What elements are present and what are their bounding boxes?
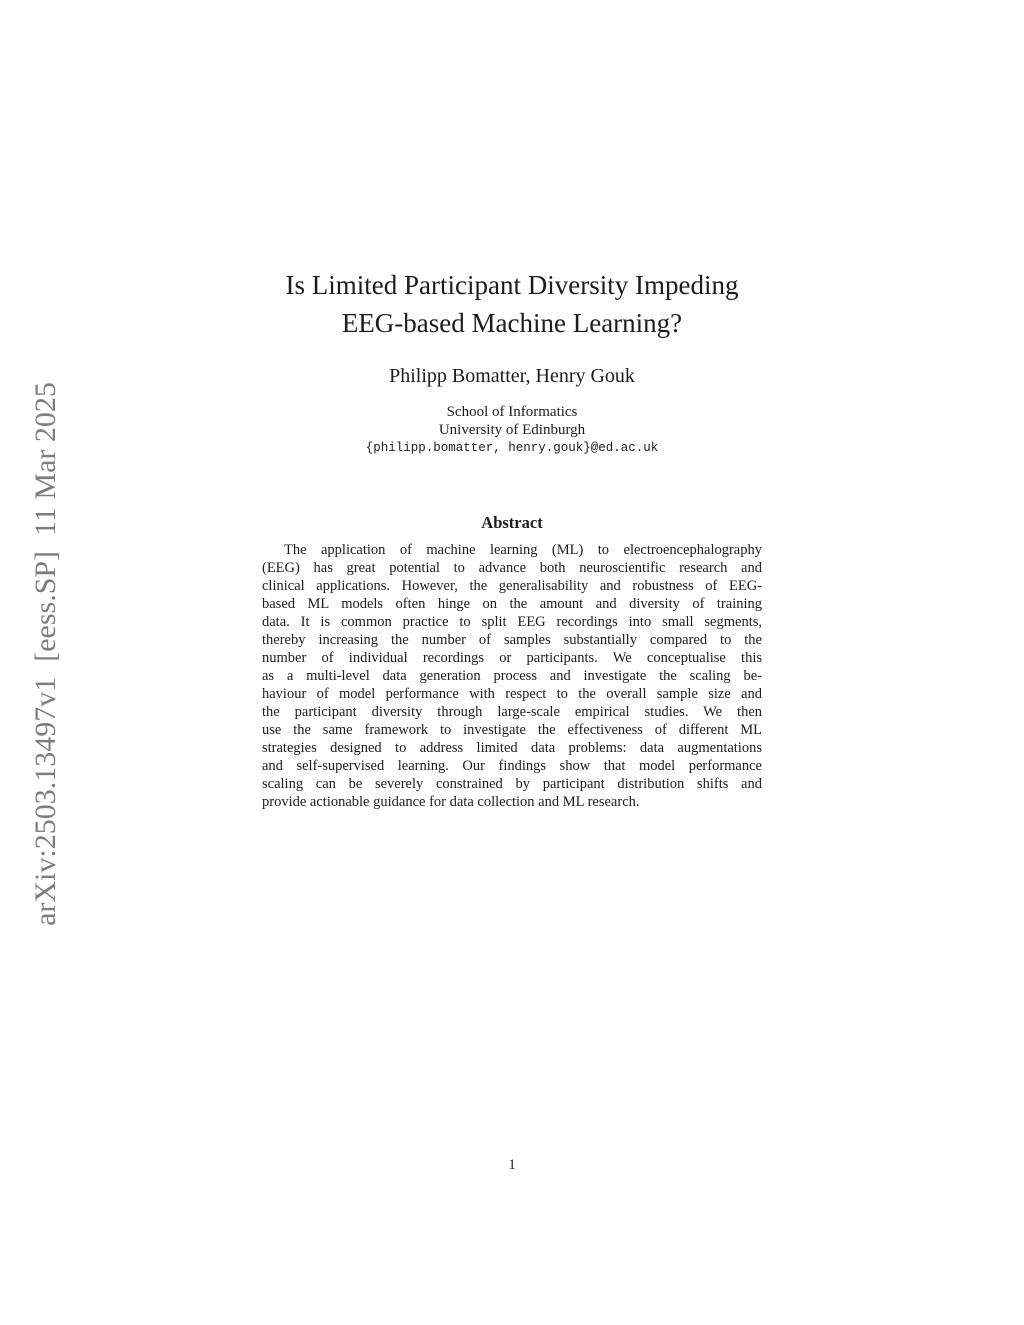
abstract-line: and self-supervised learning. Our findings show that model performance — [262, 758, 762, 774]
affiliation-school: School of Informatics — [446, 404, 578, 420]
abstract-line: as a multi-level data generation process and investigate the scaling be- — [262, 668, 762, 684]
paper-title-line-2: EEG-based Machine Learning? — [341, 308, 683, 338]
paper-authors: Philipp Bomatter, Henry Gouk — [389, 365, 635, 387]
paper-content-column — [262, 266, 762, 811]
abstract-line: number of individual recordings or participants. We conceptualise this — [262, 650, 762, 666]
arxiv-watermark: arXiv:2503.13497v1 [eess.SP] 11 Mar 2025 — [29, 382, 62, 926]
abstract-line: use the same framework to investigate the effectiveness of different ML — [262, 722, 762, 738]
abstract-line: based ML models often hinge on the amount and diversity of training — [262, 596, 762, 612]
affiliation-university: University of Edinburgh — [438, 422, 586, 438]
abstract-line: clinical applications. However, the generalisability and robustness of EEG- — [262, 578, 762, 594]
abstract-paragraph — [262, 541, 762, 811]
abstract-line: (EEG) has great potential to advance both neuroscientific research and — [262, 560, 762, 576]
abstract-line: strategies designed to address limited data problems: data augmentations — [262, 740, 762, 756]
abstract-line: scaling can be severely constrained by participant distribution shifts and — [262, 776, 762, 792]
authors-email: {philipp.bomatter, henry.gouk}@ed.ac.uk — [365, 441, 659, 455]
abstract-line: data. It is common practice to split EEG recordings into small segments, — [262, 614, 762, 630]
abstract-heading: Abstract — [481, 513, 543, 532]
abstract-line: the participant diversity through large-scale empirical studies. We then — [262, 704, 762, 720]
abstract-line: provide actionable guidance for data collection and ML research. — [262, 794, 640, 810]
paper-title-line-1: Is Limited Participant Diversity Impeding — [285, 270, 739, 300]
abstract-line: haviour of model performance with respect to the overall sample size and — [262, 686, 762, 702]
abstract-line: The application of machine learning (ML) to electroencephalography — [284, 542, 762, 558]
abstract-line: thereby increasing the number of samples substantially compared to the — [262, 632, 762, 648]
page-number: 1 — [508, 1157, 516, 1173]
